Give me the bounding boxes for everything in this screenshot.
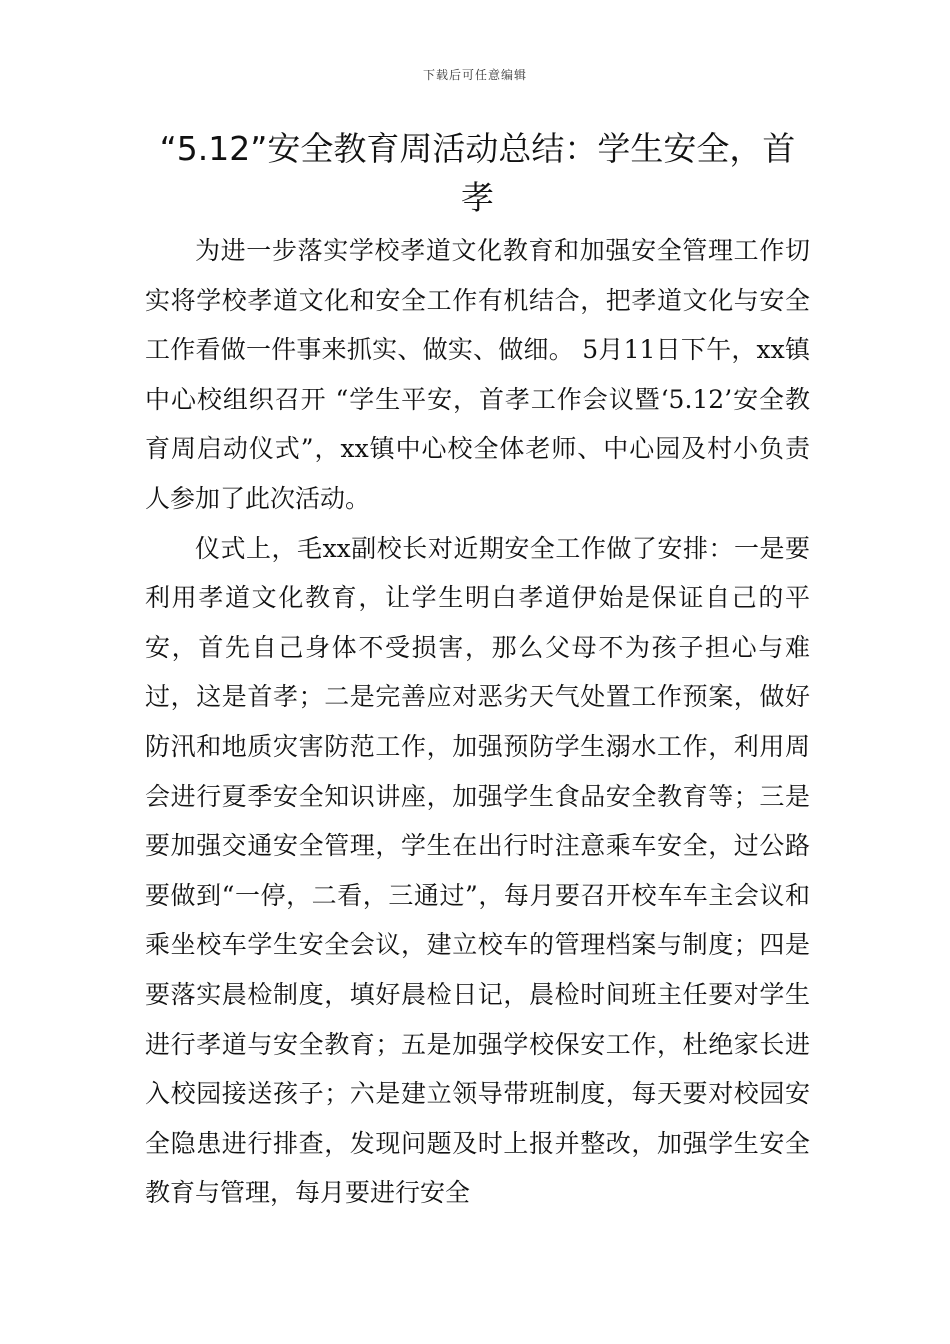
document-title: “5.12”安全教育周活动总结：学生安全，首孝	[159, 129, 796, 217]
paragraph-1: 为进一步落实学校孝道文化教育和加强安全管理工作切实将学校孝道文化和安全工作有机结合，把孝道文化与安全工作看做一件事来抓实、做实、做细。 5月11日下午，xx镇中心校组织召开 “学生平安，首孝工作会议暨‘5.12’安全教育周启动仪式”，xx镇中心校全体老师、中心园及村小负责人参加了此次活动。	[145, 236, 810, 513]
paragraph-2: 仪式上，毛xx副校长对近期安全工作做了安排：一是要利用孝道文化教育，让学生明白孝道伊始是保证自己的平安，首先自己身体不受损害，那么父母不为孩子担心与难过，这是首孝；二是完善应对恶劣天气处置工作预案，做好防汛和地质灾害防范工作，加强预防学生溺水工作，利用周会进行夏季安全知识讲座，加强学生食品安全教育等；三是要加强交通安全管理，学生在出行时注意乘车安全，过公路要做到“一停，二看，三通过”，每月要召开校车车主会议和乘坐校车学生安全会议，建立校车的管理档案与制度；四是要落实晨检制度，填好晨检日记，晨检时间班主任要对学生进行孝道与安全教育；五是加强学校保安工作，杜绝家长进入校园接送孩子；六是建立领导带班制度，每天要对校园安全隐患进行排查，发现问题及时上报并整改，加强学生安全教育与管理，每月要进行安全	[145, 533, 810, 1208]
header-note: 下载后可任意编辑	[422, 68, 527, 82]
document-body	[145, 226, 810, 1218]
